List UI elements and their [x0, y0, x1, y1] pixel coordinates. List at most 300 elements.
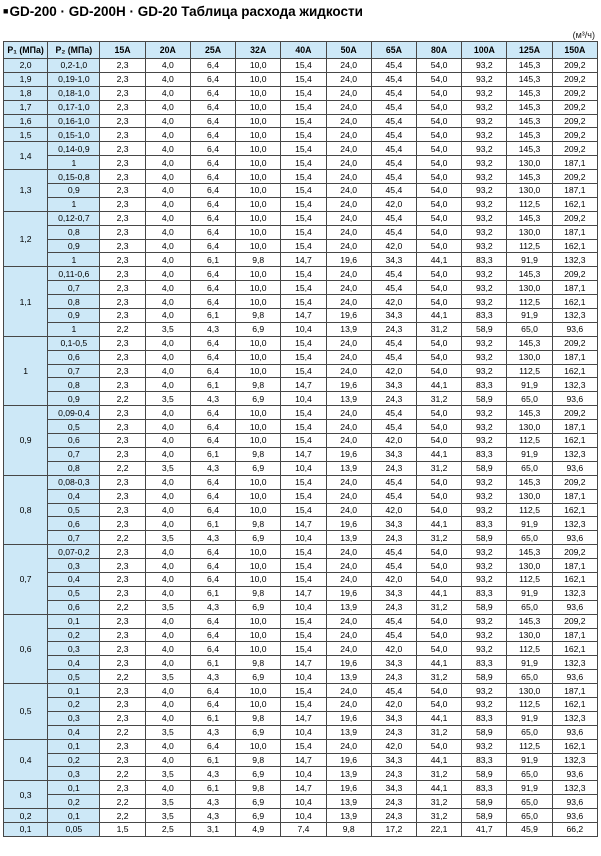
flow-value-cell: 4,0 [145, 184, 190, 198]
flow-value-cell: 4,3 [190, 600, 235, 614]
flow-value-cell: 6,9 [236, 392, 281, 406]
flow-value-cell: 6,4 [190, 128, 235, 142]
flow-value-cell: 2,2 [100, 767, 145, 781]
flow-value-cell: 3,5 [145, 531, 190, 545]
flow-value-cell: 14,7 [281, 656, 326, 670]
table-body [4, 59, 598, 837]
flow-value-cell: 34,3 [371, 378, 416, 392]
flow-value-cell: 14,7 [281, 378, 326, 392]
flow-value-cell: 83,3 [462, 711, 507, 725]
flow-value-cell: 4,0 [145, 170, 190, 184]
flow-value-cell: 45,4 [371, 142, 416, 156]
flow-value-cell: 2,3 [100, 128, 145, 142]
flow-value-cell: 15,4 [281, 503, 326, 517]
flow-value-cell: 24,0 [326, 434, 371, 448]
flow-value-cell: 2,3 [100, 72, 145, 86]
flow-value-cell: 15,4 [281, 142, 326, 156]
flow-value-cell: 44,1 [417, 586, 462, 600]
flow-value-cell: 6,9 [236, 670, 281, 684]
flow-value-cell: 3,5 [145, 809, 190, 823]
flow-value-cell: 58,9 [462, 461, 507, 475]
flow-value-cell: 4,0 [145, 156, 190, 170]
flow-value-cell: 2,3 [100, 364, 145, 378]
flow-value-cell: 4,0 [145, 753, 190, 767]
flow-value-cell: 93,2 [462, 239, 507, 253]
flow-value-cell: 6,1 [190, 517, 235, 531]
flow-value-cell: 24,3 [371, 600, 416, 614]
flow-value-cell: 4,0 [145, 364, 190, 378]
flow-value-cell: 24,0 [326, 697, 371, 711]
flow-value-cell: 24,0 [326, 170, 371, 184]
flow-value-cell: 19,6 [326, 253, 371, 267]
flow-value-cell: 45,4 [371, 86, 416, 100]
flow-value-cell: 31,2 [417, 767, 462, 781]
flow-value-cell: 24,0 [326, 72, 371, 86]
flow-value-cell: 2,3 [100, 114, 145, 128]
flow-value-cell: 2,5 [145, 822, 190, 836]
flow-value-cell: 13,9 [326, 725, 371, 739]
p1-cell: 0,1 [4, 822, 48, 836]
flow-value-cell: 19,6 [326, 447, 371, 461]
table-row [4, 128, 598, 142]
flow-value-cell: 65,0 [507, 600, 552, 614]
flow-value-cell: 2,3 [100, 572, 145, 586]
flow-value-cell: 4,0 [145, 128, 190, 142]
flow-value-cell: 209,2 [552, 475, 597, 489]
flow-value-cell: 9,8 [236, 253, 281, 267]
flow-value-cell: 145,3 [507, 406, 552, 420]
table-row [4, 406, 598, 420]
flow-value-cell: 93,2 [462, 739, 507, 753]
flow-value-cell: 93,2 [462, 684, 507, 698]
flow-value-cell: 6,4 [190, 406, 235, 420]
flow-value-cell: 2,3 [100, 350, 145, 364]
flow-value-cell: 145,3 [507, 336, 552, 350]
table-row [4, 211, 598, 225]
flow-value-cell: 31,2 [417, 809, 462, 823]
p2-cell: 0,11-0,6 [48, 267, 100, 281]
flow-value-cell: 13,9 [326, 795, 371, 809]
p2-cell: 0,05 [48, 822, 100, 836]
flow-value-cell: 31,2 [417, 322, 462, 336]
table-row [4, 711, 598, 725]
page-title-text: GD-200 · GD-200H · GD-20 Таблица расхода жидкости [9, 4, 363, 19]
flow-value-cell: 9,8 [236, 781, 281, 795]
flow-value-cell: 10,0 [236, 559, 281, 573]
table-row [4, 503, 598, 517]
p1-cell: 1,2 [4, 211, 48, 267]
flow-value-cell: 42,0 [371, 642, 416, 656]
table-row [4, 184, 598, 198]
flow-value-cell: 10,0 [236, 489, 281, 503]
flow-value-cell: 45,4 [371, 475, 416, 489]
flow-value-cell: 145,3 [507, 267, 552, 281]
flow-value-cell: 4,0 [145, 628, 190, 642]
flow-value-cell: 4,3 [190, 809, 235, 823]
flow-value-cell: 24,0 [326, 572, 371, 586]
table-row [4, 461, 598, 475]
flow-value-cell: 54,0 [417, 211, 462, 225]
col-header-125a: 125A [507, 42, 552, 59]
flow-value-cell: 44,1 [417, 711, 462, 725]
flow-value-cell: 132,3 [552, 517, 597, 531]
flow-value-cell: 54,0 [417, 489, 462, 503]
flow-value-cell: 19,6 [326, 378, 371, 392]
flow-value-cell: 91,9 [507, 447, 552, 461]
flow-value-cell: 58,9 [462, 600, 507, 614]
table-row [4, 767, 598, 781]
flow-value-cell: 10,0 [236, 364, 281, 378]
p2-cell: 0,9 [48, 184, 100, 198]
flow-value-cell: 54,0 [417, 239, 462, 253]
flow-value-cell: 45,4 [371, 406, 416, 420]
table-row [4, 559, 598, 573]
flow-value-cell: 93,2 [462, 211, 507, 225]
flow-value-cell: 58,9 [462, 531, 507, 545]
flow-value-cell: 15,4 [281, 128, 326, 142]
flow-value-cell: 4,0 [145, 197, 190, 211]
p2-cell: 0,1 [48, 614, 100, 628]
flow-value-cell: 10,0 [236, 59, 281, 73]
flow-value-cell: 45,4 [371, 350, 416, 364]
flow-value-cell: 9,8 [236, 711, 281, 725]
flow-value-cell: 93,6 [552, 461, 597, 475]
flow-value-cell: 54,0 [417, 281, 462, 295]
flow-value-cell: 6,4 [190, 545, 235, 559]
flow-value-cell: 19,6 [326, 656, 371, 670]
flow-value-cell: 145,3 [507, 100, 552, 114]
flow-value-cell: 24,0 [326, 559, 371, 573]
p2-cell: 0,18-1,0 [48, 86, 100, 100]
flow-value-cell: 15,4 [281, 697, 326, 711]
flow-value-cell: 93,2 [462, 364, 507, 378]
flow-value-cell: 162,1 [552, 697, 597, 711]
flow-value-cell: 54,0 [417, 628, 462, 642]
flow-value-cell: 93,2 [462, 86, 507, 100]
flow-value-cell: 14,7 [281, 517, 326, 531]
flow-value-cell: 19,6 [326, 711, 371, 725]
flow-value-cell: 6,4 [190, 59, 235, 73]
flow-value-cell: 6,4 [190, 434, 235, 448]
flow-value-cell: 2,3 [100, 142, 145, 156]
flow-value-cell: 130,0 [507, 156, 552, 170]
flow-value-cell: 91,9 [507, 378, 552, 392]
flow-value-cell: 4,0 [145, 656, 190, 670]
flow-value-cell: 10,0 [236, 545, 281, 559]
flow-value-cell: 24,3 [371, 461, 416, 475]
flow-value-cell: 3,5 [145, 670, 190, 684]
flow-value-cell: 162,1 [552, 295, 597, 309]
flow-value-cell: 15,4 [281, 267, 326, 281]
table-row [4, 434, 598, 448]
flow-value-cell: 2,3 [100, 447, 145, 461]
flow-value-cell: 2,3 [100, 281, 145, 295]
flow-value-cell: 3,5 [145, 392, 190, 406]
flow-value-cell: 13,9 [326, 809, 371, 823]
flow-value-cell: 10,4 [281, 809, 326, 823]
p1-cell: 0,3 [4, 781, 48, 809]
flow-value-cell: 112,5 [507, 364, 552, 378]
table-row [4, 59, 598, 73]
flow-value-cell: 15,4 [281, 336, 326, 350]
flow-value-cell: 44,1 [417, 253, 462, 267]
table-row [4, 114, 598, 128]
table-row [4, 656, 598, 670]
p2-cell: 0,2-1,0 [48, 59, 100, 73]
flow-value-cell: 7,4 [281, 822, 326, 836]
flow-value-cell: 162,1 [552, 239, 597, 253]
flow-value-cell: 54,0 [417, 295, 462, 309]
col-header-25a: 25A [190, 42, 235, 59]
flow-value-cell: 6,4 [190, 572, 235, 586]
flow-value-cell: 24,3 [371, 767, 416, 781]
p2-cell: 0,6 [48, 517, 100, 531]
flow-value-cell: 10,0 [236, 614, 281, 628]
flow-value-cell: 187,1 [552, 684, 597, 698]
flow-value-cell: 130,0 [507, 281, 552, 295]
flow-value-cell: 15,4 [281, 545, 326, 559]
p1-cell: 0,8 [4, 475, 48, 544]
flow-value-cell: 10,0 [236, 697, 281, 711]
p2-cell: 0,7 [48, 531, 100, 545]
flow-value-cell: 42,0 [371, 434, 416, 448]
flow-value-cell: 130,0 [507, 559, 552, 573]
flow-value-cell: 15,4 [281, 739, 326, 753]
flow-value-cell: 54,0 [417, 545, 462, 559]
flow-value-cell: 24,0 [326, 614, 371, 628]
flow-value-cell: 10,4 [281, 322, 326, 336]
flow-value-cell: 45,4 [371, 684, 416, 698]
p1-cell: 1,9 [4, 72, 48, 86]
flow-value-cell: 4,0 [145, 142, 190, 156]
p2-cell: 0,1 [48, 739, 100, 753]
flow-value-cell: 13,9 [326, 600, 371, 614]
flow-value-cell: 2,3 [100, 489, 145, 503]
flow-value-cell: 132,3 [552, 711, 597, 725]
flow-value-cell: 93,2 [462, 59, 507, 73]
p2-cell: 0,9 [48, 239, 100, 253]
flow-value-cell: 54,0 [417, 572, 462, 586]
flow-value-cell: 54,0 [417, 406, 462, 420]
flow-value-cell: 93,6 [552, 322, 597, 336]
flow-value-cell: 24,0 [326, 739, 371, 753]
page-title [0, 0, 601, 19]
flow-value-cell: 187,1 [552, 281, 597, 295]
flow-value-cell: 15,4 [281, 225, 326, 239]
flow-value-cell: 6,4 [190, 184, 235, 198]
table-row [4, 86, 598, 100]
flow-value-cell: 145,3 [507, 86, 552, 100]
flow-value-cell: 6,9 [236, 767, 281, 781]
flow-value-cell: 162,1 [552, 364, 597, 378]
p1-cell: 1,4 [4, 142, 48, 170]
flow-value-cell: 15,4 [281, 156, 326, 170]
table-row [4, 100, 598, 114]
flow-value-cell: 24,0 [326, 128, 371, 142]
flow-value-cell: 4,3 [190, 725, 235, 739]
flow-value-cell: 2,2 [100, 600, 145, 614]
flow-value-cell: 209,2 [552, 267, 597, 281]
flow-value-cell: 3,5 [145, 600, 190, 614]
p2-cell: 0,4 [48, 725, 100, 739]
flow-value-cell: 42,0 [371, 364, 416, 378]
flow-value-cell: 2,3 [100, 475, 145, 489]
flow-value-cell: 44,1 [417, 378, 462, 392]
flow-value-cell: 4,0 [145, 684, 190, 698]
flow-value-cell: 45,4 [371, 614, 416, 628]
flow-value-cell: 6,4 [190, 336, 235, 350]
flow-value-cell: 31,2 [417, 795, 462, 809]
flow-value-cell: 4,0 [145, 211, 190, 225]
table-row [4, 72, 598, 86]
flow-value-cell: 93,2 [462, 336, 507, 350]
flow-value-cell: 93,2 [462, 100, 507, 114]
flow-value-cell: 24,3 [371, 531, 416, 545]
flow-value-cell: 145,3 [507, 114, 552, 128]
flow-value-cell: 24,0 [326, 197, 371, 211]
flow-value-cell: 15,4 [281, 614, 326, 628]
flow-value-cell: 6,9 [236, 600, 281, 614]
flow-value-cell: 4,0 [145, 378, 190, 392]
flow-value-cell: 10,0 [236, 128, 281, 142]
flow-value-cell: 112,5 [507, 197, 552, 211]
flow-value-cell: 93,2 [462, 572, 507, 586]
flow-value-cell: 44,1 [417, 447, 462, 461]
flow-value-cell: 83,3 [462, 517, 507, 531]
flow-value-cell: 54,0 [417, 503, 462, 517]
flow-value-cell: 22,1 [417, 822, 462, 836]
flow-value-cell: 6,9 [236, 322, 281, 336]
p1-cell: 0,2 [4, 809, 48, 823]
flow-value-cell: 83,3 [462, 586, 507, 600]
flow-value-cell: 10,4 [281, 392, 326, 406]
flow-value-cell: 45,4 [371, 128, 416, 142]
flow-value-cell: 162,1 [552, 434, 597, 448]
flow-value-cell: 112,5 [507, 572, 552, 586]
flow-value-cell: 45,4 [371, 59, 416, 73]
flow-value-cell: 93,2 [462, 281, 507, 295]
p2-cell: 1 [48, 253, 100, 267]
p1-cell: 1,8 [4, 86, 48, 100]
flow-value-cell: 65,0 [507, 670, 552, 684]
p2-cell: 0,8 [48, 378, 100, 392]
flow-value-cell: 10,0 [236, 684, 281, 698]
flow-value-cell: 4,0 [145, 253, 190, 267]
flow-value-cell: 2,3 [100, 656, 145, 670]
flow-value-cell: 3,5 [145, 767, 190, 781]
flow-value-cell: 13,9 [326, 322, 371, 336]
flow-value-cell: 9,8 [236, 309, 281, 323]
flow-value-cell: 93,2 [462, 128, 507, 142]
flow-value-cell: 112,5 [507, 739, 552, 753]
flow-value-cell: 9,8 [236, 656, 281, 670]
flow-value-cell: 130,0 [507, 184, 552, 198]
flow-value-cell: 15,4 [281, 114, 326, 128]
flow-value-cell: 4,0 [145, 309, 190, 323]
flow-value-cell: 4,0 [145, 739, 190, 753]
flow-value-cell: 54,0 [417, 72, 462, 86]
flow-value-cell: 2,3 [100, 711, 145, 725]
flow-value-cell: 6,4 [190, 364, 235, 378]
flow-value-cell: 34,3 [371, 309, 416, 323]
flow-value-cell: 6,4 [190, 350, 235, 364]
flow-value-cell: 10,0 [236, 239, 281, 253]
flow-value-cell: 45,4 [371, 559, 416, 573]
p1-cell: 1,6 [4, 114, 48, 128]
col-header-50a: 50A [326, 42, 371, 59]
flow-value-cell: 44,1 [417, 753, 462, 767]
flow-value-cell: 34,3 [371, 656, 416, 670]
flow-value-cell: 2,3 [100, 336, 145, 350]
flow-value-cell: 145,3 [507, 211, 552, 225]
flow-value-cell: 65,0 [507, 795, 552, 809]
flow-value-cell: 6,1 [190, 753, 235, 767]
table-row [4, 378, 598, 392]
flow-value-cell: 44,1 [417, 656, 462, 670]
flow-value-cell: 2,2 [100, 795, 145, 809]
table-row [4, 295, 598, 309]
p2-cell: 0,2 [48, 628, 100, 642]
table-row [4, 586, 598, 600]
flow-value-cell: 45,4 [371, 100, 416, 114]
flow-value-cell: 93,6 [552, 725, 597, 739]
flow-rate-table [3, 41, 598, 837]
flow-value-cell: 162,1 [552, 503, 597, 517]
flow-value-cell: 2,3 [100, 697, 145, 711]
p2-cell: 0,1 [48, 809, 100, 823]
flow-value-cell: 187,1 [552, 350, 597, 364]
p2-cell: 0,08-0,3 [48, 475, 100, 489]
flow-value-cell: 10,4 [281, 531, 326, 545]
flow-value-cell: 54,0 [417, 475, 462, 489]
col-header-15a: 15A [100, 42, 145, 59]
flow-value-cell: 31,2 [417, 600, 462, 614]
flow-value-cell: 2,3 [100, 295, 145, 309]
flow-value-cell: 54,0 [417, 336, 462, 350]
flow-value-cell: 83,3 [462, 447, 507, 461]
flow-value-cell: 209,2 [552, 59, 597, 73]
flow-value-cell: 2,3 [100, 614, 145, 628]
flow-value-cell: 4,0 [145, 572, 190, 586]
flow-value-cell: 112,5 [507, 697, 552, 711]
flow-value-cell: 15,4 [281, 684, 326, 698]
flow-value-cell: 10,0 [236, 503, 281, 517]
p2-cell: 0,7 [48, 281, 100, 295]
flow-value-cell: 4,0 [145, 559, 190, 573]
p2-cell: 0,4 [48, 572, 100, 586]
flow-value-cell: 3,5 [145, 725, 190, 739]
flow-value-cell: 24,0 [326, 545, 371, 559]
flow-value-cell: 130,0 [507, 350, 552, 364]
flow-value-cell: 130,0 [507, 420, 552, 434]
flow-value-cell: 24,0 [326, 628, 371, 642]
flow-value-cell: 209,2 [552, 114, 597, 128]
flow-value-cell: 45,4 [371, 72, 416, 86]
flow-value-cell: 45,4 [371, 489, 416, 503]
p2-cell: 0,1 [48, 684, 100, 698]
p2-cell: 1 [48, 322, 100, 336]
title-bullet-icon: ■ [3, 6, 9, 16]
flow-value-cell: 58,9 [462, 670, 507, 684]
flow-value-cell: 10,0 [236, 156, 281, 170]
flow-value-cell: 83,3 [462, 753, 507, 767]
flow-value-cell: 2,3 [100, 267, 145, 281]
flow-value-cell: 15,4 [281, 572, 326, 586]
flow-value-cell: 91,9 [507, 656, 552, 670]
flow-value-cell: 15,4 [281, 295, 326, 309]
p2-cell: 0,6 [48, 600, 100, 614]
flow-value-cell: 209,2 [552, 142, 597, 156]
